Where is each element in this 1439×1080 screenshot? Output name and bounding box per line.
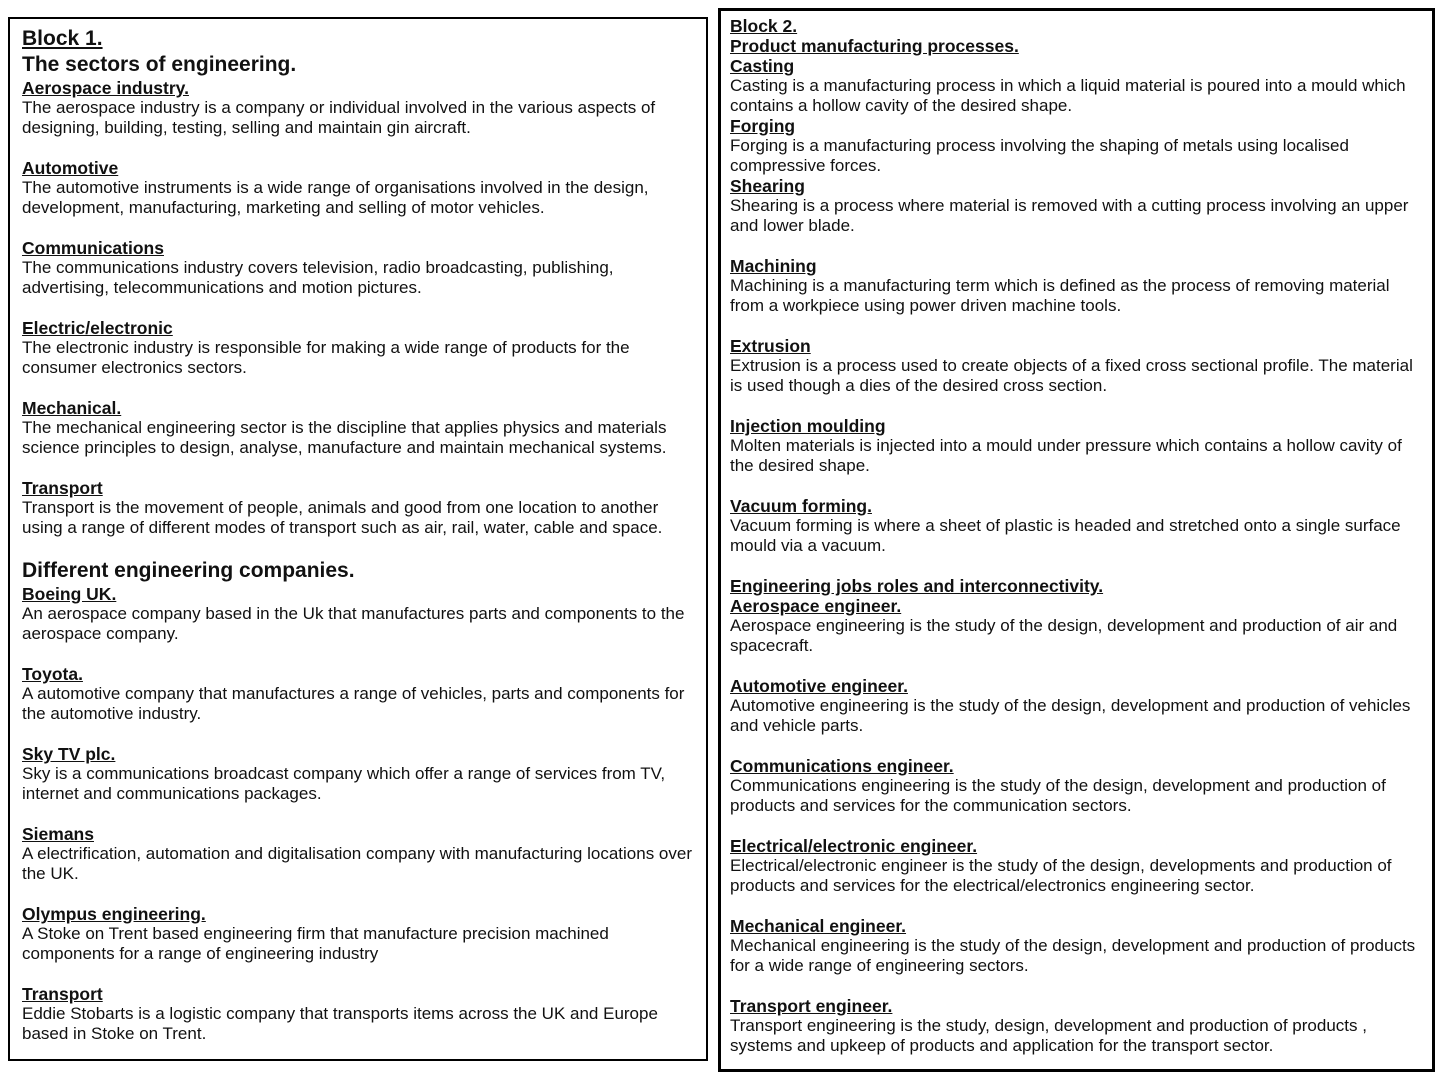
communications-engineer-definition: Communications engineering is the study of the design, development and production of products and services for the communication sectors. — [730, 776, 1386, 815]
sky-tv-plc-term-heading: Sky TV plc. — [22, 744, 116, 764]
shearing-definition: Shearing is a process where material is removed with a cutting process involving an upper and lower blade. — [730, 196, 1409, 235]
aerospace-industry-entry — [22, 78, 694, 138]
aerospace-engineer-entry — [730, 596, 1423, 656]
toyota-term-heading: Toyota. — [22, 664, 83, 684]
machining-entry — [730, 256, 1423, 316]
communications-definition: The communications industry covers television, radio broadcasting, publishing, advertising, telecommunications and motion pictures. — [22, 258, 614, 297]
transport-engineer-definition: Transport engineering is the study, design, development and production of products , systems and upkeep of products and application for the transport sector. — [730, 1016, 1367, 1055]
transport-engineer-term-heading: Transport engineer. — [730, 996, 893, 1016]
transport-definition: Eddie Stobarts is a logistic company that transports items across the UK and Europe based in Stoke on Trent. — [22, 1004, 658, 1043]
engineering-jobs-roles-and-interconnectivity-heading: Engineering jobs roles and interconnectivity. — [730, 576, 1104, 596]
automotive-engineer-term-heading: Automotive engineer. — [730, 676, 908, 696]
mechanical-engineer-term-heading: Mechanical engineer. — [730, 916, 907, 936]
olympus-engineering-term-heading: Olympus engineering. — [22, 904, 206, 924]
communications-engineer-term-heading: Communications engineer. — [730, 756, 954, 776]
transport-entry — [22, 478, 694, 538]
shearing-term-heading: Shearing — [730, 176, 805, 196]
mechanical-engineer-definition: Mechanical engineering is the study of the design, development and production of products for a wide range of engineering sectors. — [730, 936, 1416, 975]
transport-term-heading: Transport — [22, 984, 103, 1004]
forging-definition: Forging is a manufacturing process involving the shaping of metals using localised compressive forces. — [730, 136, 1349, 175]
block1-title: Block 1. — [22, 27, 103, 50]
block1-entries — [22, 52, 694, 1044]
casting-entry — [730, 56, 1423, 116]
different-engineering-companies-heading: Different engineering companies. — [22, 559, 355, 582]
injection-moulding-entry — [730, 416, 1423, 476]
forging-term-heading: Forging — [730, 116, 796, 136]
boeing-uk-term-heading: Boeing UK. — [22, 584, 117, 604]
transport-entry — [22, 984, 694, 1044]
automotive-entry — [22, 158, 694, 218]
siemans-entry — [22, 824, 694, 884]
siemans-definition: A electrification, automation and digitalisation company with manufacturing locations over the UK. — [22, 844, 692, 883]
vacuum-forming-term-heading: Vacuum forming. — [730, 496, 872, 516]
the-sectors-of-engineering-heading: The sectors of engineering. — [22, 53, 297, 76]
communications-term-heading: Communications — [22, 238, 164, 258]
automotive-engineer-entry — [730, 676, 1423, 736]
electric-electronic-definition: The electronic industry is responsible for making a wide range of products for the consumer electronics sectors. — [22, 338, 630, 377]
extrusion-entry — [730, 336, 1423, 396]
automotive-engineer-definition: Automotive engineering is the study of the design, development and production of vehicles and vehicle parts. — [730, 696, 1411, 735]
casting-term-heading: Casting — [730, 56, 795, 76]
extrusion-term-heading: Extrusion — [730, 336, 811, 356]
injection-moulding-definition: Molten materials is injected into a mould under pressure which contains a hollow cavity of the desired shape. — [730, 436, 1402, 475]
toyota-definition: A automotive company that manufactures a range of vehicles, parts and components for the automotive industry. — [22, 684, 685, 723]
electrical-electronic-engineer-term-heading: Electrical/electronic engineer. — [730, 836, 978, 856]
mechanical-term-heading: Mechanical. — [22, 398, 122, 418]
boeing-uk-definition: An aerospace company based in the Uk that manufactures parts and components to the aerospace company. — [22, 604, 685, 643]
mechanical-entry — [22, 398, 694, 458]
transport-definition: Transport is the movement of people, animals and good from one location to another using a range of different modes of transport such as air, rail, water, cable and space. — [22, 498, 663, 537]
extrusion-definition: Extrusion is a process used to create objects of a fixed cross sectional profile. The material is used though a dies of the desired cross section. — [730, 356, 1413, 395]
shearing-entry — [730, 176, 1423, 236]
communications-entry — [22, 238, 694, 298]
transport-term-heading: Transport — [22, 478, 103, 498]
olympus-engineering-entry — [22, 904, 694, 964]
block2-panel — [718, 8, 1435, 1072]
mechanical-engineer-entry — [730, 916, 1423, 976]
electric-electronic-entry — [22, 318, 694, 378]
mechanical-definition: The mechanical engineering sector is the discipline that applies physics and materials science principles to design, analyse, manufacture and maintain mechanical systems. — [22, 418, 667, 457]
boeing-uk-entry — [22, 584, 694, 644]
block1-panel — [8, 17, 708, 1061]
forging-entry — [730, 116, 1423, 176]
vacuum-forming-entry — [730, 496, 1423, 556]
electrical-electronic-engineer-entry — [730, 836, 1423, 896]
aerospace-engineer-term-heading: Aerospace engineer. — [730, 596, 902, 616]
injection-moulding-term-heading: Injection moulding — [730, 416, 886, 436]
block2-title: Block 2. — [730, 16, 798, 36]
communications-engineer-entry — [730, 756, 1423, 816]
electric-electronic-term-heading: Electric/electronic — [22, 318, 173, 338]
transport-engineer-entry — [730, 996, 1423, 1056]
casting-definition: Casting is a manufacturing process in which a liquid material is poured into a mould which contains a hollow cavity of the desired shape. — [730, 76, 1406, 115]
automotive-term-heading: Automotive — [22, 158, 119, 178]
sky-tv-plc-definition: Sky is a communications broadcast company which offer a range of services from TV, internet and communications packages. — [22, 764, 666, 803]
olympus-engineering-definition: A Stoke on Trent based engineering firm that manufacture precision machined components for a range of engineering industry — [22, 924, 609, 963]
toyota-entry — [22, 664, 694, 724]
aerospace-engineer-definition: Aerospace engineering is the study of the design, development and production of air and spacecraft. — [730, 616, 1398, 655]
machining-term-heading: Machining — [730, 256, 817, 276]
automotive-definition: The automotive instruments is a wide range of organisations involved in the design, development, manufacturing, marketing and selling of motor vehicles. — [22, 178, 649, 217]
product-manufacturing-processes-heading: Product manufacturing processes. — [730, 36, 1019, 56]
aerospace-industry-term-heading: Aerospace industry. — [22, 78, 189, 98]
sky-tv-plc-entry — [22, 744, 694, 804]
vacuum-forming-definition: Vacuum forming is where a sheet of plastic is headed and stretched onto a single surface mould via a vacuum. — [730, 516, 1401, 555]
block2-entries — [730, 36, 1423, 1056]
aerospace-industry-definition: The aerospace industry is a company or individual involved in the various aspects of designing, building, testing, selling and maintain gin aircraft. — [22, 98, 656, 137]
electrical-electronic-engineer-definition: Electrical/electronic engineer is the study of the design, developments and production of products and services for the electrical/electronics engineering sector. — [730, 856, 1392, 895]
machining-definition: Machining is a manufacturing term which is defined as the process of removing material from a workpiece using power driven machine tools. — [730, 276, 1390, 315]
siemans-term-heading: Siemans — [22, 824, 94, 844]
